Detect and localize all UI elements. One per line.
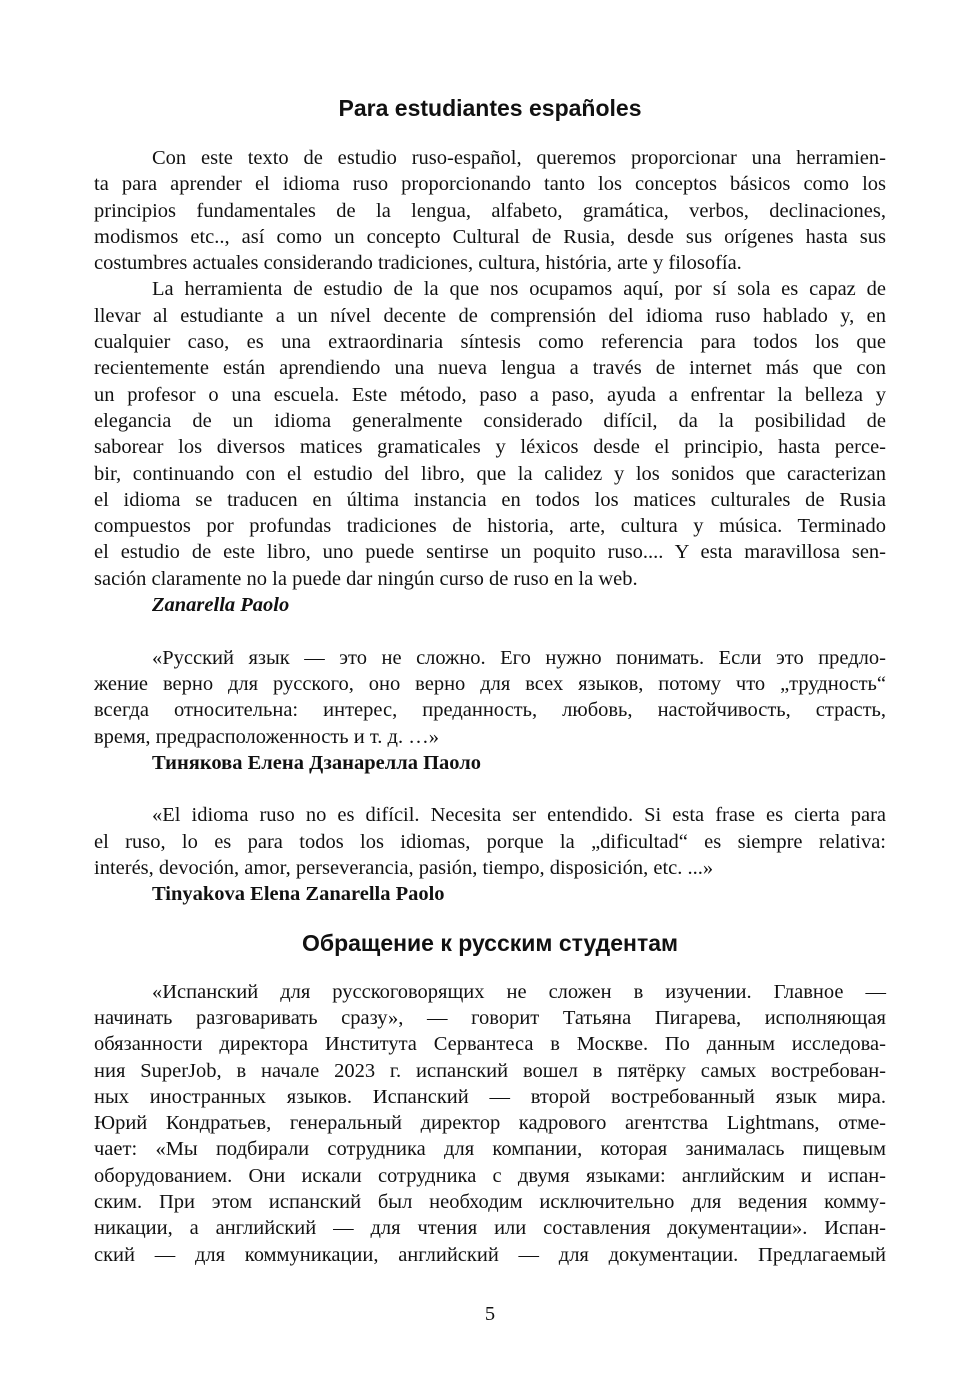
text-line: ния SuperJob, в начале 2023 г. испанский вошел в пятёрку самых востребован- [94,1059,886,1082]
text-line: interés, devoción, amor, perseverancia, pasión, tiempo, disposición, etc. ...» [94,857,714,880]
text-line: время, предрасположенность и т. д. …» [94,725,439,748]
text-line: ta para aprender el idioma ruso proporcionando tanto los conceptos básicos como los [94,173,886,196]
text-line: Юрий Кондратьев, генеральный директор кадрового агентства Lightmans, отме- [94,1112,886,1135]
text-line: обязанности директора Института Сервантеса в Москве. По данным исследова- [94,1033,886,1056]
page-content [94,94,886,1268]
text-line: compuestos por profundas tradiciones de historia, arte, cultura y música. Terminado [94,515,886,538]
spanish-intro-text [94,145,886,592]
text-line: чает: «Мы подбирали сотрудника для компании, которая занималась пищевым [94,1138,886,1161]
paragraph [94,145,886,276]
text-line: saborear los diversos matices gramaticales y léxicos desde el principio, hasta perce- [94,436,886,459]
text-line: el estudio de este libro, uno puede sentirse un poquito ruso.... Y esta maravillosa sen- [94,541,886,564]
spanish-quote-author: Tinyakova Elena Zanarella Paolo [152,883,445,906]
heading-russian-students: Обращение к русским студентам [301,929,679,956]
text-line: «Испанский для русскоговорящих не сложен в изучении. Главное — [152,980,886,1003]
paragraph [94,276,886,592]
text-line: costumbres actuales considerando tradiciones, cultura, história, arte y filosofía. [94,252,742,275]
text-line: modismos etc.., así como un concepto Cultural de Rusia, desde sus orígenes hasta sus [94,225,886,248]
text-line: elegancia de un idioma generalmente considerado difícil, da la posibilidad de [94,409,886,432]
heading-spanish-students: Para estudiantes españoles [338,95,642,121]
text-line: sación claramente no la puede dar ningún curso de ruso en la web. [94,567,638,590]
text-line: Con este texto de estudio ruso-español, queremos proporcionar una herramien- [152,147,886,169]
text-line: «Русский язык — это не сложно. Его нужно понимать. Если это предло- [152,646,886,669]
text-line: principios fundamentales de la lengua, alfabeto, gramática, verbos, declinaciones, [94,199,886,222]
spanish-quote [94,802,886,881]
text-line: ский — для коммуникации, английский — для документации. Предлагаемый [94,1243,886,1266]
text-line: начинать разговаривать сразу», — говорит Татьяна Пигарева, исполняющая [94,1006,886,1029]
text-line: el idioma se traducen en última instancia en todos los matices culturales de Rusia [94,488,886,511]
text-line: ных иностранных языков. Испанский — второй востребованный язык мира. [94,1085,886,1108]
text-line: всегда относительна: интерес, преданность, любовь, настойчивость, страсть, [94,699,886,722]
text-line: cualquier caso, es una extraordinaria síntesis como referencia para todos los que [94,331,886,354]
text-line: ским. При этом испанский был необходим исключительно для ведения комму- [94,1190,886,1213]
russian-quote [94,645,886,750]
author-signature: Zanarella Paolo [152,594,290,617]
text-line: un profesor o una escuela. Este método, paso a paso, ayuda a enfrentar la belleza y [94,383,886,406]
text-line: «El idioma ruso no es difícil. Necesita ser entendido. Si esta frase es cierta para [152,804,886,827]
text-line: La herramienta de estudio de la que nos ocupamos aquí, por sí sola es capaz de [152,278,886,301]
text-line: никации, а английский — для чтения или составления документации». Испан- [94,1217,886,1240]
russian-quote-author: Тинякова Елена Дзанарелла Паоло [152,751,482,774]
russian-intro-text [94,979,886,1268]
text-line: оборудованием. Они искали сотрудника с двумя языками: английским и испан- [94,1164,886,1187]
text-line: el ruso, lo es para todos los idiomas, porque la „dificultad“ es siempre relativa: [94,830,886,853]
text-line: жение верно для русского, оно верно для всех языков, потому что „трудность“ [94,672,886,695]
page-number: 5 [484,1303,496,1325]
text-line: recientemente están aprendiendo una nueva lengua a través de internet más que con [94,357,886,380]
text-line: bir, continuando con el estudio del libro, que la calidez y los sonidos que caracterizan [94,462,886,485]
text-line: llevar al estudiante a un nível decente de comprensión del idioma ruso hablado y, en [94,304,886,327]
